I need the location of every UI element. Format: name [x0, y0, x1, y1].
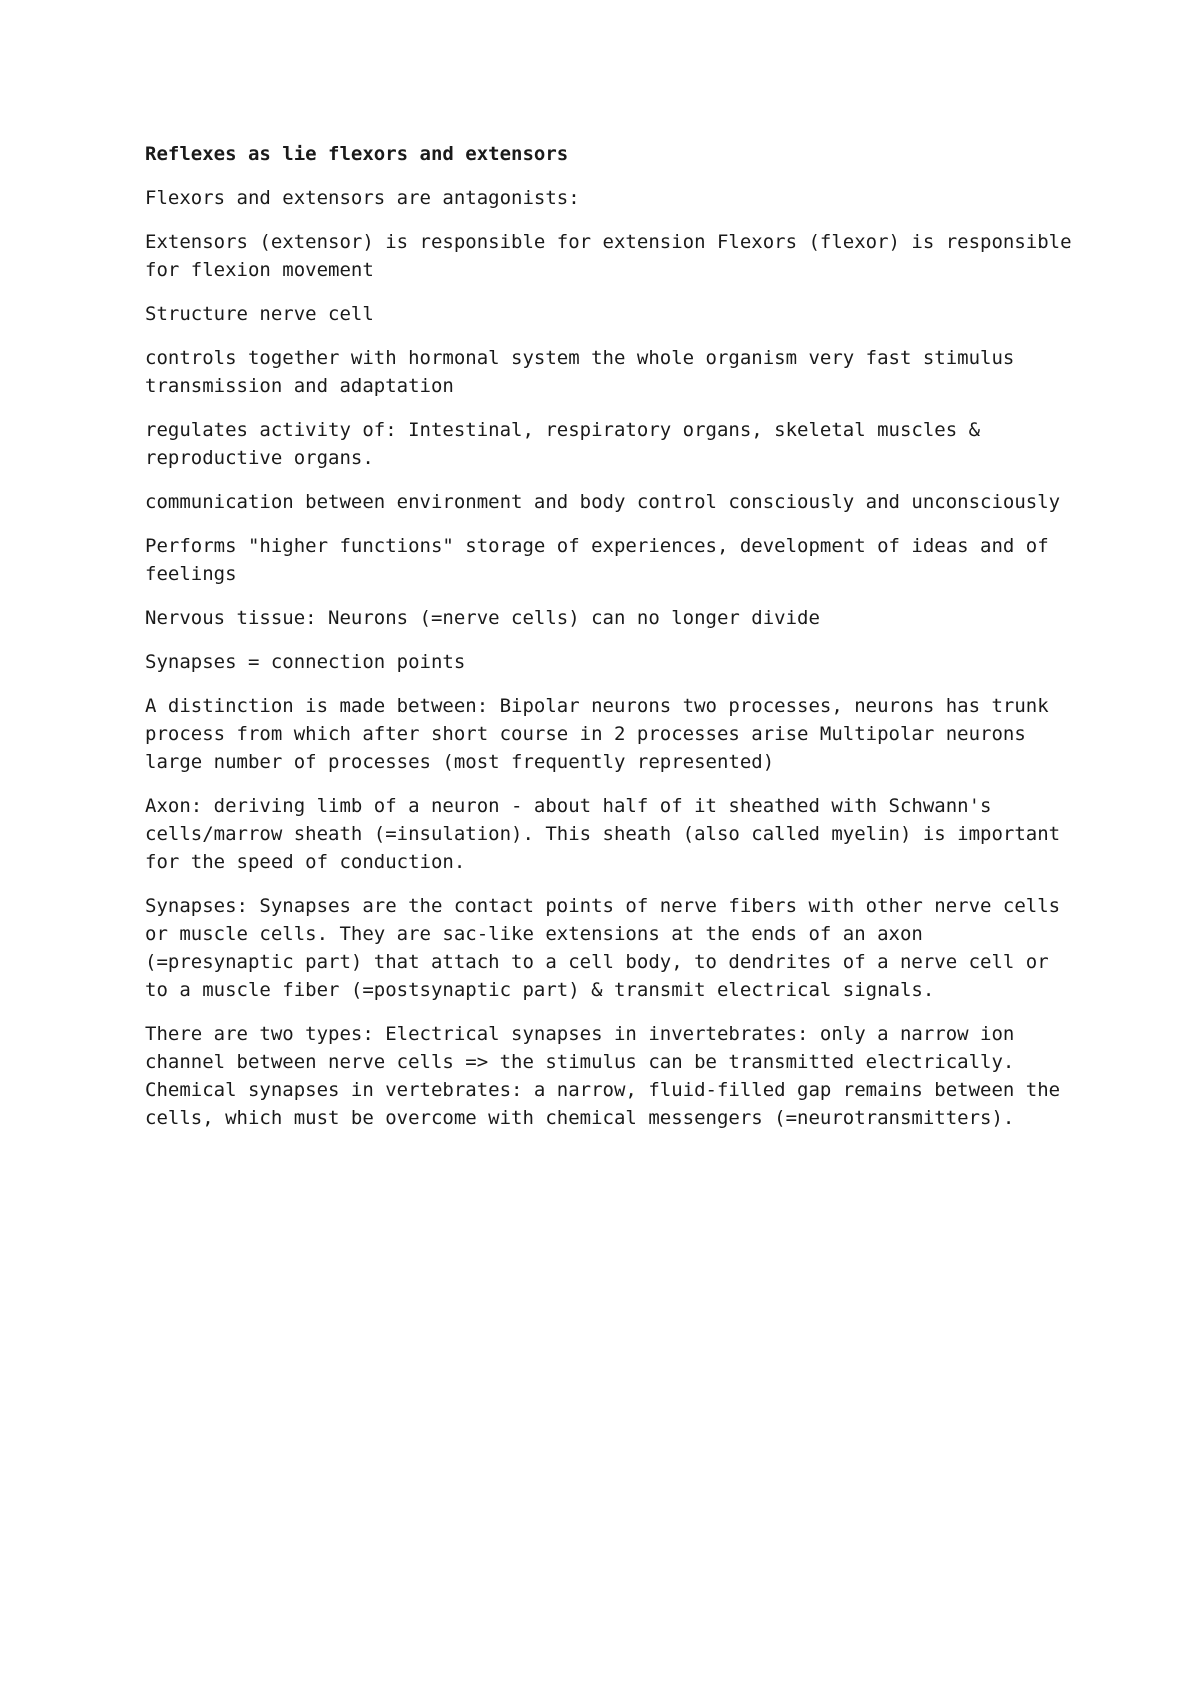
paragraph-axon: Axon: deriving limb of a neuron - about half of it sheathed with Schwann's cells/marrow sheath (=insulation). This sheath (also called myelin) is important for the speed of conduction. [145, 795, 1061, 873]
paragraph-higher-functions: Performs "higher functions" storage of experiences, development of ideas and of feelings [145, 535, 1049, 585]
paragraph-communication: communication between environment and body control consciously and unconsciously [145, 491, 1061, 513]
paragraph-synapses-points: Synapses = connection points [145, 651, 466, 673]
paragraph-distinction: A distinction is made between: Bipolar neurons two processes, neurons has trunk process from which after short course in 2 processes arise Multipolar neurons large number of processes (most frequently represented) [145, 695, 1049, 773]
paragraph-extensors-flexors: Extensors (extensor) is responsible for extension Flexors (flexor) is responsible for flexion movement [145, 231, 1072, 281]
paragraph-controls: controls together with hormonal system the whole organism very fast stimulus transmission and adaptation [145, 347, 1015, 397]
paragraph-synapses-definition: Synapses: Synapses are the contact points of nerve fibers with other nerve cells or muscle cells. They are sac-like extensions at the ends of an axon (=presynaptic part) that attach to a cell body, to dendrites of a nerve cell or to a muscle fiber (=postsynaptic part) & transmit electrical signals. [145, 895, 1061, 1001]
document-title: Reflexes as lie flexors and extensors [145, 143, 569, 165]
paragraph-regulates: regulates activity of: Intestinal, respiratory organs, skeletal muscles & reproductive organs. [145, 419, 981, 469]
paragraph-structure-nerve-cell: Structure nerve cell [145, 303, 374, 325]
paragraph-nervous-tissue: Nervous tissue: Neurons (=nerve cells) can no longer divide [145, 607, 820, 629]
paragraph-synapse-types: There are two types: Electrical synapses in invertebrates: only a narrow ion channel between nerve cells => the stimulus can be transmitted electrically. Chemical synapses in vertebrates: a narrow, fluid-filled gap remains between the cells, which must be overcome with chemical messengers (=neurotransmitters). [145, 1023, 1061, 1129]
paragraph-antagonists: Flexors and extensors are antagonists: [145, 187, 580, 209]
document-body [145, 140, 1075, 1148]
